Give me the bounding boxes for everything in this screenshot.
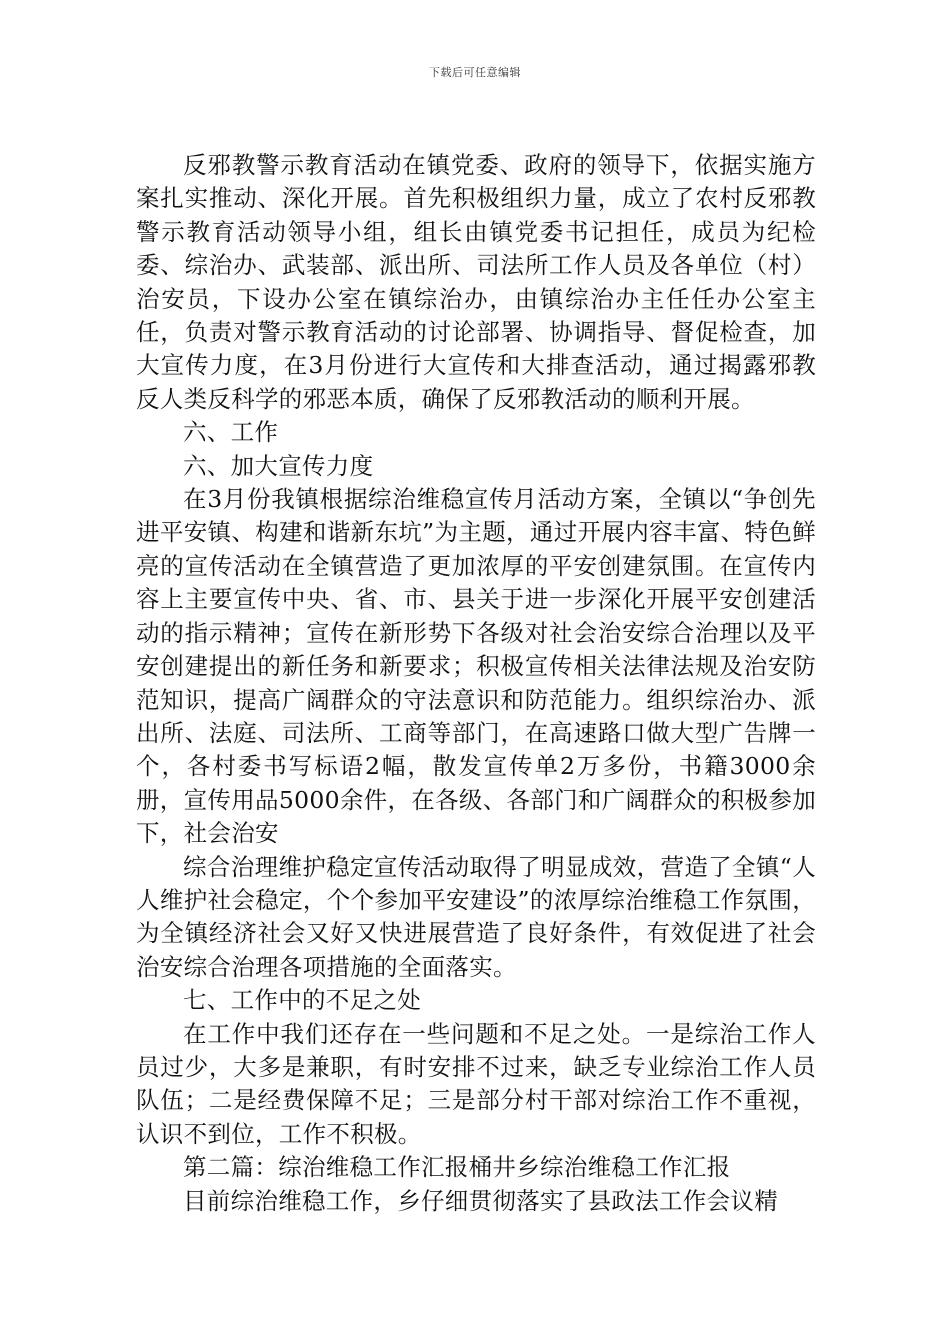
paragraph-second-article-start: 目前综治维稳工作，乡仔细贯彻落实了县政法工作会议精 — [183, 1186, 778, 1215]
paragraph-publicity-month: 在3月份我镇根据综治维稳宣传月活动方案，全镇以“争创先进平安镇、构建和谐新东坑”为主题，通过开展内容丰富、特色鲜亮的宣传活动在全镇营造了更加浓厚的平安创建氛围。在宣传内容上主要宣传中央、省、市、县关于进一步深化开展平安创建活动的指示精神；宣传在新形势下各级对社会治安综合治理以及平安创建提出的新任务和新要求；积极宣传相关法律法规及治安防范知识，提高广阔群众的守法意识和防范能力。组织综治办、派出所、法庭、司法所、工商等部门，在高速路口做大型广告牌一个，各村委书写标语2幅，散发宣传单2万多份，书籍3000余册，宣传用品5000余件，在各级、各部门和广阔群众的积极参加下，社会治安 — [136, 485, 816, 848]
page-header-note: 下载后可任意编辑 — [429, 66, 521, 79]
document-body — [136, 149, 816, 1218]
section-heading-shortcomings: 七、工作中的不足之处 — [183, 986, 421, 1015]
section-heading-second-article: 第二篇：综治维稳工作汇报桶井乡综治维稳工作汇报 — [183, 1153, 731, 1182]
paragraph-anti-cult-education: 反邪教警示教育活动在镇党委、政府的领导下，依据实施方案扎实推动、深化开展。首先积极组织力量，成立了农村反邪教警示教育活动领导小组，组长由镇党委书记担任，成员为纪检委、综治办、武装部、派出所、司法所工作人员及各单位（村）治安员，下设办公室在镇综治办，由镇综治办主任任办公室主任，负责对警示教育活动的讨论部署、协调指导、督促检查，加大宣传力度，在3月份进行大宣传和大排查活动，通过揭露邪教反人类反科学的邪恶本质，确保了反邪教活动的顺利开展。 — [136, 151, 816, 413]
section-heading-publicity: 六、加大宣传力度 — [183, 451, 374, 480]
paragraph-shortcomings: 在工作中我们还存在一些问题和不足之处。一是综治工作人员过少，大多是兼职，有时安排不过来，缺乏专业综治工作人员队伍；二是经费保障不足；三是部分村干部对综治工作不重视，认识不到位，工作不积极。 — [136, 1019, 816, 1148]
paragraph-publicity-results: 综合治理维护稳定宣传活动取得了明显成效，营造了全镇“人人维护社会稳定，个个参加平安建设”的浓厚综治维稳工作氛围，为全镇经济社会又好又快进展营造了良好条件，有效促进了社会治安综合治理各项措施的全面落实。 — [136, 852, 816, 981]
section-heading-work: 六、工作 — [183, 418, 279, 447]
